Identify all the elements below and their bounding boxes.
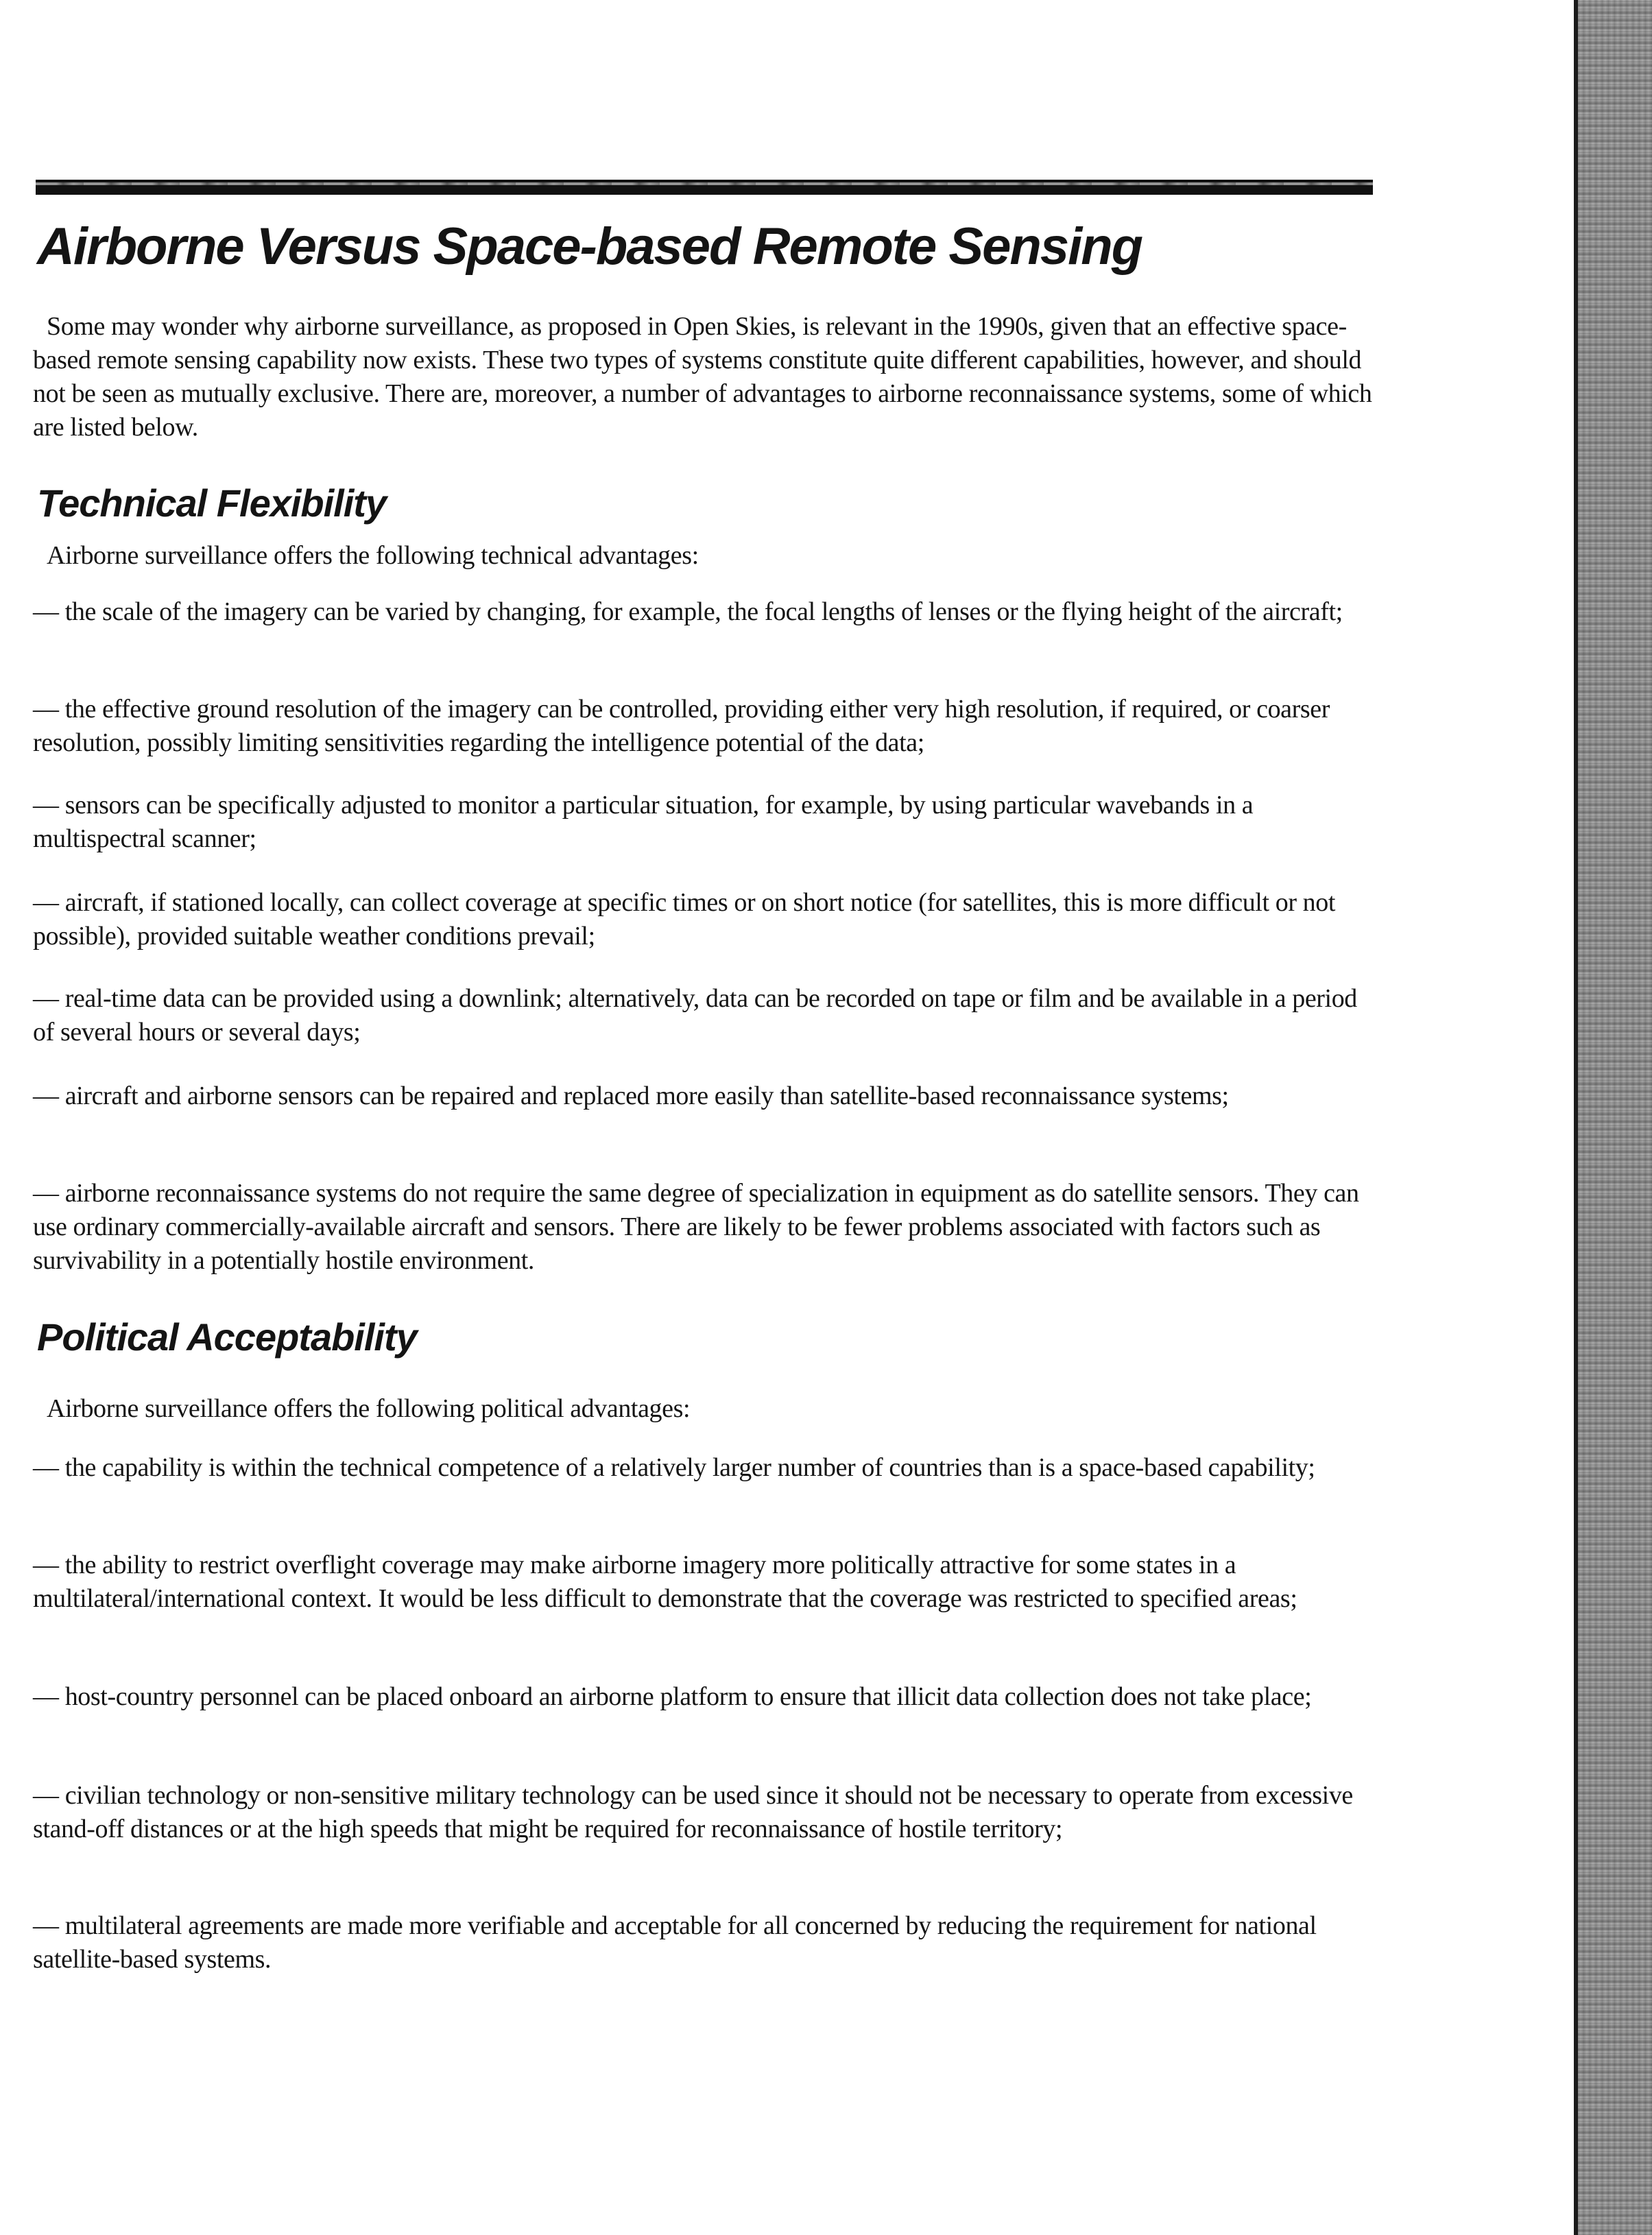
technical-item: — the effective ground resolution of the imagery can be controlled, providing either very high resolution, if required, or coarser resolution, possibly limiting sensitivities regarding the intelligence potential of the data;	[33, 695, 1330, 757]
technical-item: — sensors can be specifically adjusted to monitor a particular situation, for example, by using particular wavebands in a multispectral scanner;	[33, 791, 1254, 853]
political-item: — the capability is within the technical competence of a relatively larger number of countries than is a space-based capability;	[33, 1453, 1315, 1482]
section-heading-political: Political Acceptability	[37, 1315, 417, 1359]
technical-lead: Airborne surveillance offers the following technical advantages:	[47, 541, 699, 570]
political-lead: Airborne surveillance offers the following political advantages:	[47, 1394, 691, 1423]
technical-item: — aircraft, if stationed locally, can collect coverage at specific times or on short notice (for satellites, this is more difficult or not possible), provided suitable weather conditions prevail;	[33, 888, 1336, 951]
political-item: — host-country personnel can be placed onboard an airborne platform to ensure that illicit data collection does not take place;	[33, 1682, 1312, 1711]
section-heading-technical: Technical Flexibility	[37, 481, 387, 525]
technical-item: — airborne reconnaissance systems do not require the same degree of specialization in equipment as do satellite sensors. They can use ordinary commercially-available aircraft and sensors. There are likely to be fewer problems associated with factors such as survivability in a potentially hostile environment.	[33, 1179, 1359, 1275]
scan-edge-noise	[1578, 0, 1652, 2235]
political-item: — multilateral agreements are made more verifiable and acceptable for all concerned by reducing the requirement for national satellite-based systems.	[33, 1911, 1317, 1974]
technical-item: — real-time data can be provided using a downlink; alternatively, data can be recorded on tape or film and be available in a period of several hours or several days;	[33, 984, 1357, 1047]
political-item: — civilian technology or non-sensitive military technology can be used since it should not be necessary to operate from excessive stand-off distances or at the high speeds that might be required for reconnaissance of hostile territory;	[33, 1781, 1353, 1843]
page-title: Airborne Versus Space-based Remote Sensing	[37, 217, 1142, 276]
political-item: — the ability to restrict overflight coverage may make airborne imagery more politically attractive for some states in a multilateral/international context. It would be less difficult to demonstrate that the coverage was restricted to specified areas;	[33, 1551, 1297, 1613]
technical-item: — the scale of the imagery can be varied by changing, for example, the focal lengths of lenses or the flying height of the aircraft;	[33, 597, 1343, 626]
top-rule	[36, 180, 1373, 195]
technical-item: — aircraft and airborne sensors can be repaired and replaced more easily than satellite-based reconnaissance systems;	[33, 1081, 1229, 1110]
intro-paragraph: Some may wonder why airborne surveillance, as proposed in Open Skies, is relevant in the 1990s, given that an effective space-based remote sensing capability now exists. These two types of systems constitute quite different capabilities, however, and should not be seen as mutually exclusive. There are, moreover, a number of advantages to airborne reconnaissance systems, some of which are listed below.	[33, 312, 1372, 442]
